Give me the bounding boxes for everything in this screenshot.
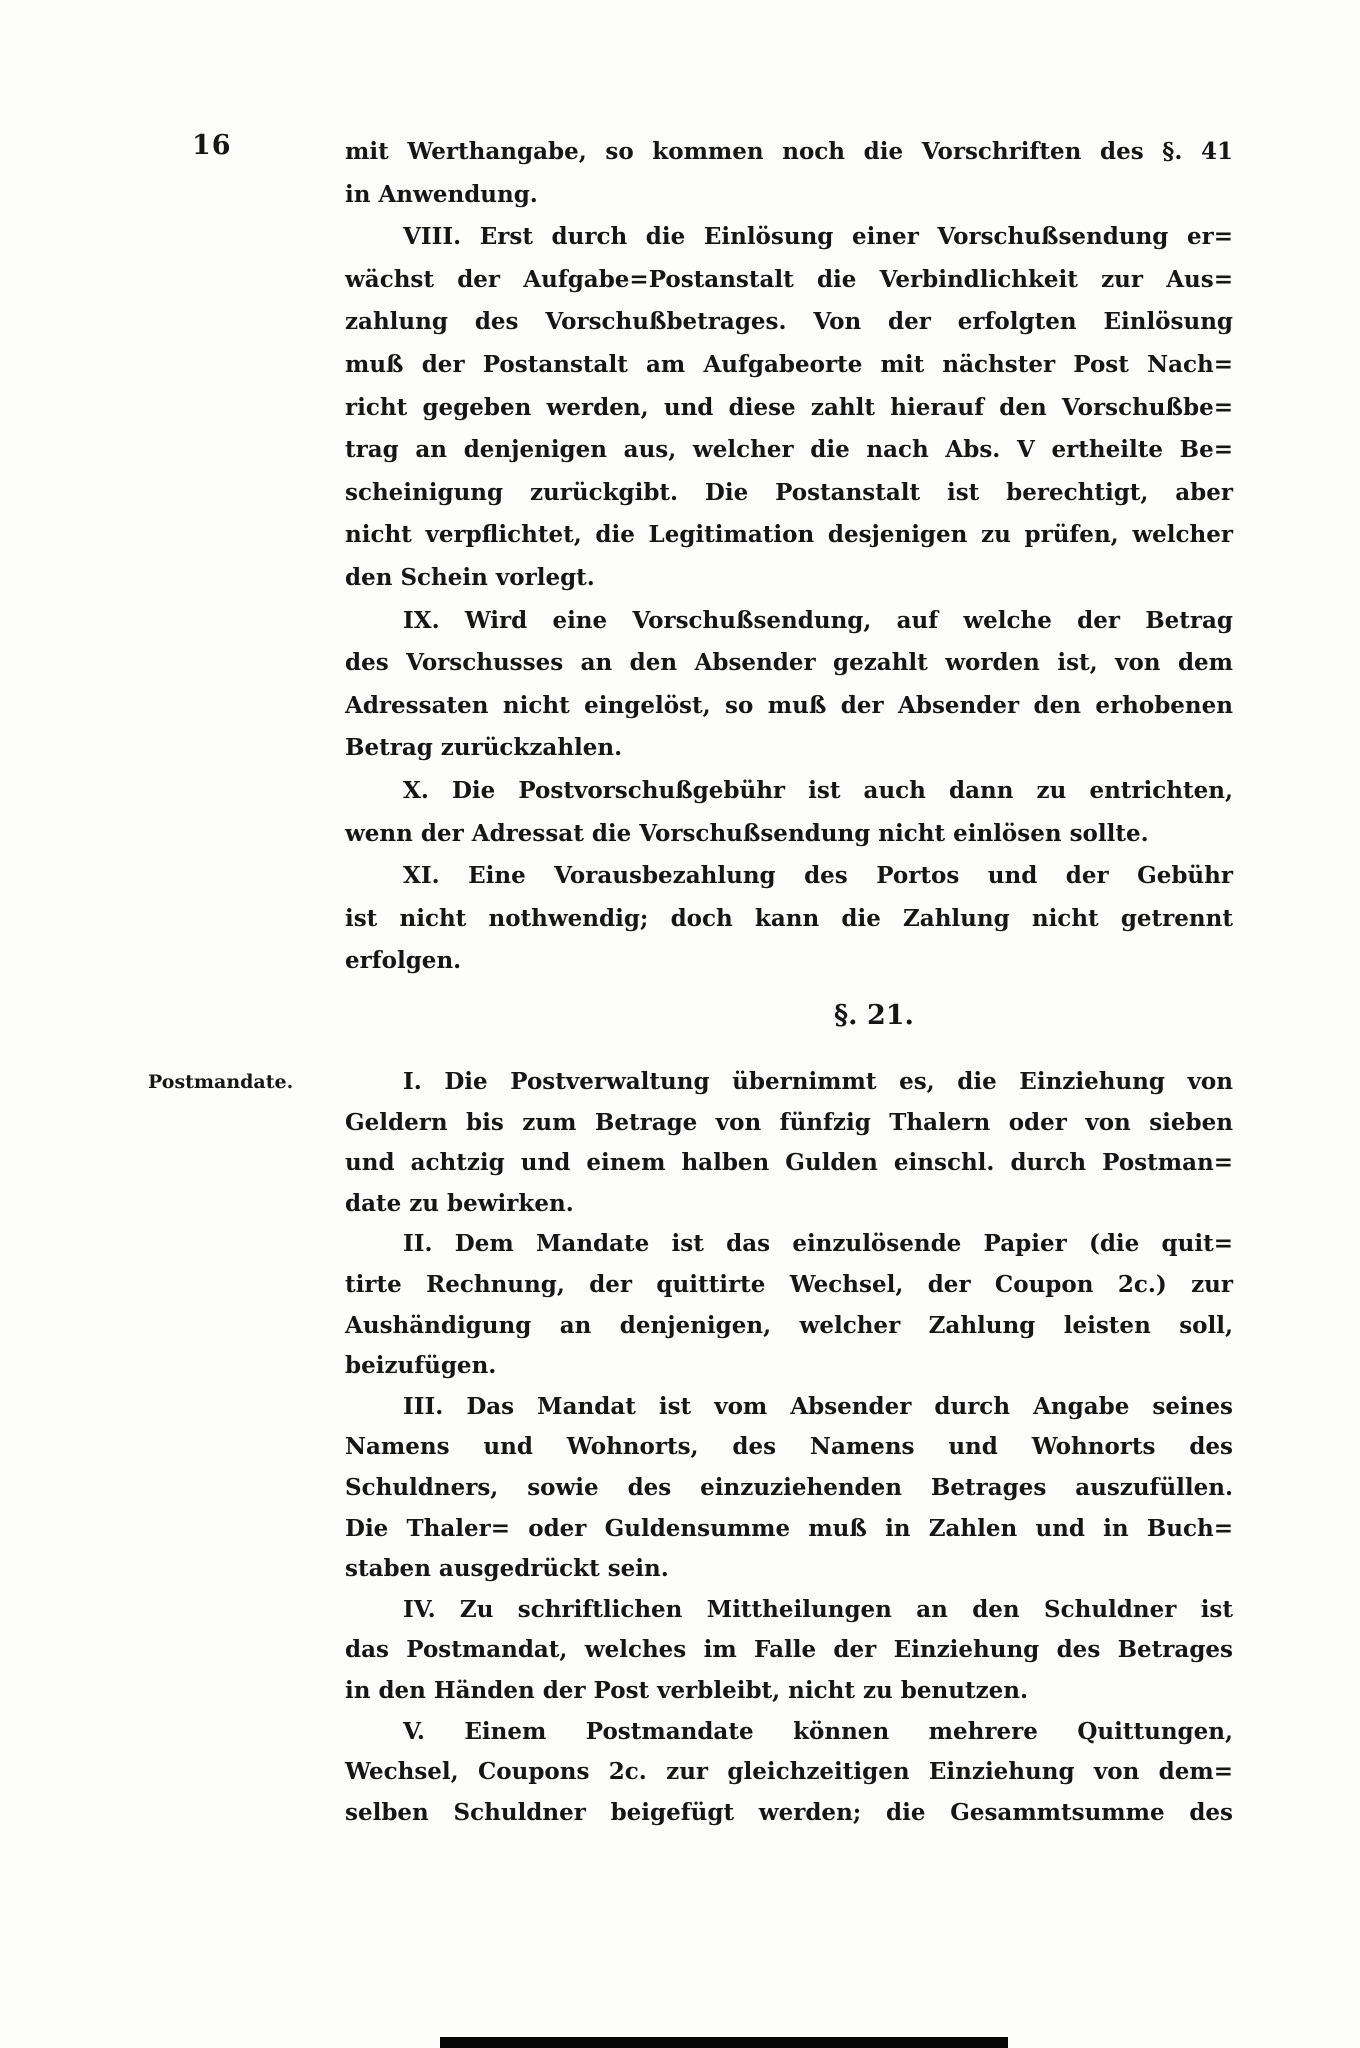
text-line: ist nicht nothwendig; doch kann die Zahlung nicht getrennt [345, 904, 1233, 932]
text-line: V. Einem Postmandate können mehrere Quittungen, [403, 1717, 1233, 1745]
text-line: scheinigung zurückgibt. Die Postanstalt ist berechtigt, aber [345, 478, 1233, 506]
text-line: Geldern bis zum Betrage von fünfzig Thalern oder von sieben [345, 1108, 1233, 1136]
text-line: Wechsel, Coupons 2c. zur gleichzeitigen Einziehung von dem= [345, 1758, 1233, 1786]
text-line: richt gegeben werden, und diese zahlt hierauf den Vorschußbe= [345, 393, 1233, 421]
text-line: wächst der Aufgabe=Postanstalt die Verbindlichkeit zur Aus= [345, 265, 1233, 293]
text-line: Schuldners, sowie des einzuziehenden Betrages auszufüllen. [345, 1473, 1233, 1501]
scan-artifact-bar [440, 2037, 1008, 2048]
text-line: in Anwendung. [345, 180, 538, 208]
text-line: erfolgen. [345, 947, 462, 975]
text-line: XI. Eine Vorausbezahlung des Portos und der Gebühr [403, 862, 1233, 890]
text-line: tirte Rechnung, der quittirte Wechsel, der Coupon 2c.) zur [345, 1270, 1233, 1298]
text-line: trag an denjenigen aus, welcher die nach Abs. V ertheilte Be= [345, 436, 1233, 464]
margin-note-postmandate: Postmandate. [148, 1071, 294, 1093]
text-line: VIII. Erst durch die Einlösung einer Vorschußsendung er= [403, 223, 1233, 251]
text-line: Die Thaler= oder Guldensumme muß in Zahlen und in Buch= [345, 1514, 1233, 1542]
text-line: selben Schuldner beigefügt werden; die Gesammtsumme des [345, 1798, 1233, 1826]
top-text-block [345, 131, 1233, 983]
text-line: Aushändigung an denjenigen, welcher Zahlung leisten soll, [345, 1311, 1233, 1339]
text-line: I. Die Postverwaltung übernimmt es, die Einziehung von [403, 1068, 1233, 1095]
text-line: date zu bewirken. [345, 1189, 574, 1217]
text-line: mit Werthangabe, so kommen noch die Vorschriften des §. 41 [345, 138, 1233, 165]
text-line: und achtzig und einem halben Gulden einschl. durch Postman= [345, 1149, 1233, 1177]
text-line: X. Die Postvorschußgebühr ist auch dann zu entrichten, [403, 776, 1233, 804]
bottom-text-block [345, 1062, 1233, 1833]
text-line: IV. Zu schriftlichen Mittheilungen an den Schuldner ist [403, 1595, 1233, 1623]
text-line: das Postmandat, welches im Falle der Einziehung des Betrages [345, 1636, 1233, 1664]
text-line: des Vorschusses an den Absender gezahlt worden ist, von dem [345, 649, 1233, 677]
text-line: Namens und Wohnorts, des Namens und Wohnorts des [345, 1433, 1233, 1461]
text-line: IX. Wird eine Vorschußsendung, auf welche der Betrag [403, 606, 1233, 634]
text-line: Betrag zurückzahlen. [345, 734, 623, 762]
text-line: muß der Postanstalt am Aufgabeorte mit nächster Post Nach= [345, 350, 1233, 378]
section-heading: §. 21. [834, 1000, 914, 1031]
page-number: 16 [192, 130, 232, 161]
text-line: Adressaten nicht eingelöst, so muß der Absender den erhobenen [345, 691, 1233, 719]
text-line: den Schein vorlegt. [345, 563, 595, 591]
text-line: staben ausgedrückt sein. [345, 1555, 669, 1583]
text-line: II. Dem Mandate ist das einzulösende Papier (die quit= [403, 1230, 1233, 1258]
text-line: wenn der Adressat die Vorschußsendung nicht einlösen sollte. [345, 819, 1149, 847]
text-line: in den Händen der Post verbleibt, nicht zu benutzen. [345, 1676, 1028, 1704]
text-line: beizufügen. [345, 1352, 497, 1380]
text-line: zahlung des Vorschußbetrages. Von der erfolgten Einlösung [345, 308, 1233, 336]
text-line: III. Das Mandat ist vom Absender durch Angabe seines [403, 1392, 1233, 1420]
text-line: nicht verpflichtet, die Legitimation desjenigen zu prüfen, welcher [345, 521, 1233, 549]
